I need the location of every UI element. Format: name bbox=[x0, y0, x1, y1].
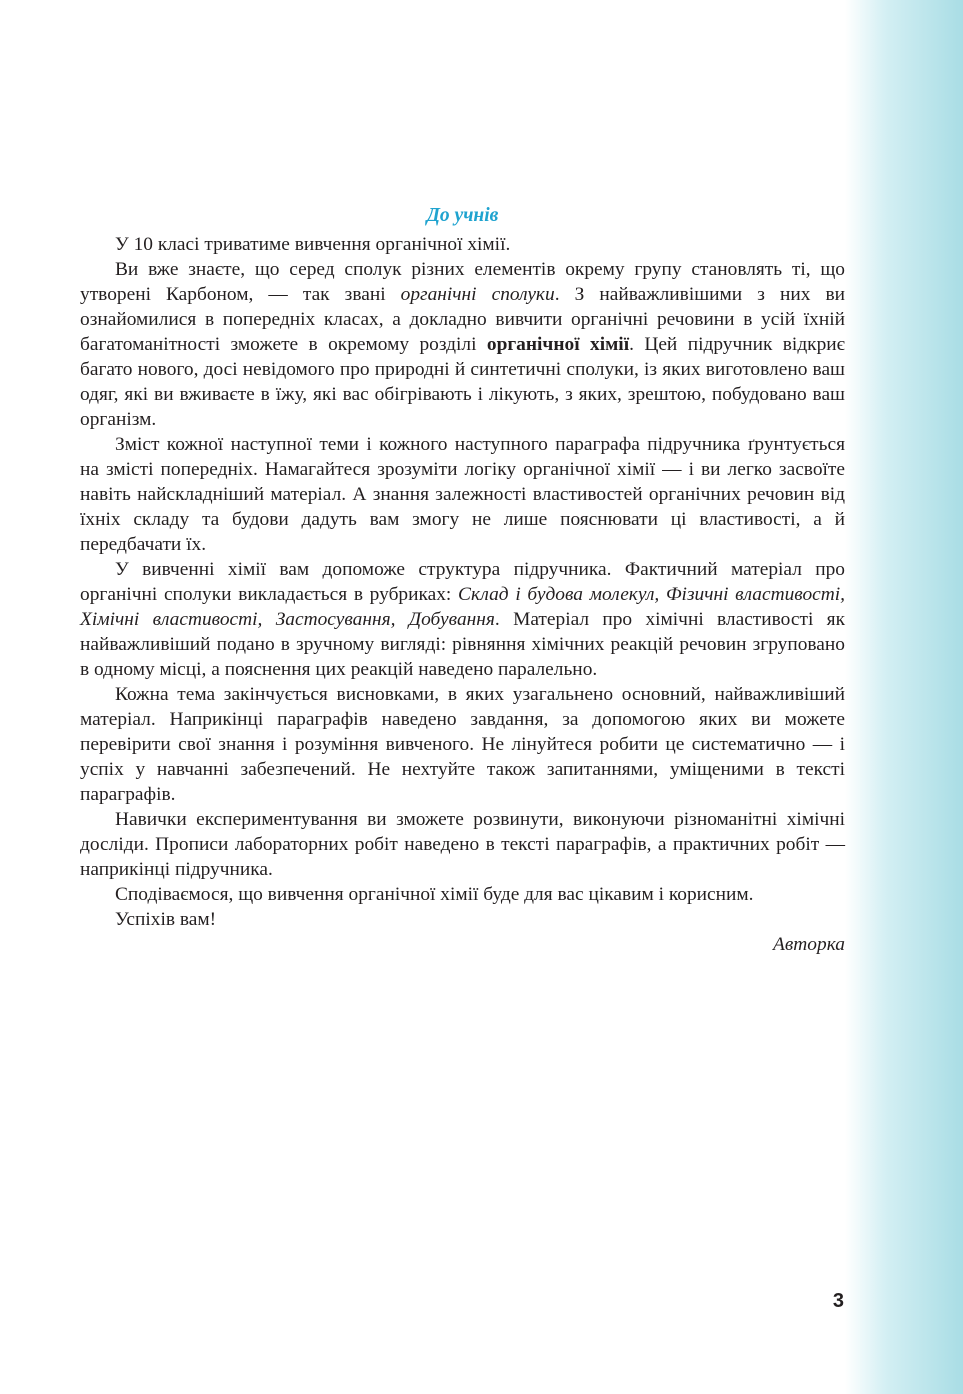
paragraph-structure bbox=[80, 557, 845, 682]
text-run: Ви вже знаєте, що серед сполук різних елементів окрему групу становлять ті, що утворені Карбоном, — так звані bbox=[80, 259, 845, 305]
text-run: . Матеріал про хімічні властивості як найважливіший подано в зручному вигляді: рівняння хімічних реакцій речовин згруповано в одному місці, а пояснення цих реакцій наведено паралельно. bbox=[80, 609, 845, 680]
page-content bbox=[80, 203, 845, 957]
text-run: У вивченні хімії вам допоможе структура підручника. Фактичний матеріал про органічні сполуки викладається в рубриках: bbox=[80, 559, 845, 605]
author-signature: Авторка bbox=[773, 934, 845, 955]
text-run: . З найважливішими з них ви ознайомилися в попередніх класах, а докладно вивчити органічні речовини в усій їхній багатоманітності зможете в окремому розділі bbox=[80, 284, 845, 355]
page-number: 3 bbox=[832, 1290, 844, 1312]
text-run: . Цей підручник відкриє багато нового, досі невідомого про природні й синтетичні сполуки, із яких виготовлено ваш одяг, які ви вживаєте в їжу, які вас обігрівають і лікують, з яких, зрештою, побудовано ваш організм. bbox=[80, 334, 845, 430]
rubric-names: Склад і будова молекул, Фізичні властивості, Хімічні властивості, Застосування, Добування bbox=[80, 584, 845, 630]
paragraph-experiments: Навички експериментування ви зможете розвинути, виконуючи різноманітні хімічні досліди. Прописи лабораторних робіт наведено в тексті параграфів, а практичних робіт — наприкінці підручника. bbox=[80, 809, 845, 880]
term-organic-chemistry: органічної хімії bbox=[486, 334, 630, 355]
term-organic-compounds: органічні сполуки bbox=[400, 284, 555, 305]
paragraph-organic-compounds bbox=[80, 257, 845, 432]
section-heading: До учнів bbox=[426, 205, 499, 226]
paragraph-hope: Сподіваємося, що вивчення органічної хімії буде для вас цікавим і корисним. bbox=[115, 884, 754, 905]
paragraph-intro: У 10 класі триватиме вивчення органічної хімії. bbox=[115, 234, 511, 255]
paragraph-wishes: Успіхів вам! bbox=[115, 909, 217, 930]
side-color-band bbox=[845, 0, 963, 1394]
paragraph-conclusions: Кожна тема закінчується висновками, в яких узагальнено основний, найважливіший матеріал. Наприкінці параграфів наведено завдання, за допомогою яких ви можете перевірити свої знання і розуміння вивченого. Не лінуйтеся робити це систематично — і успіх у навчанні забезпечений. Не нехтуйте також запитаннями, уміщеними в тексті параграфів. bbox=[80, 684, 845, 805]
paragraph-logic: Зміст кожної наступної теми і кожного наступного параграфа підручника ґрунтується на змісті попередніх. Намагайтеся зрозуміти логіку органічної хімії — і ви легко засвоїте навіть найскладніший матеріал. А знання залежності властивостей органічних речовин від їхніх складу та будови дадуть вам змогу не лише пояснювати ці властивості, а й передбачати їх. bbox=[80, 434, 845, 555]
